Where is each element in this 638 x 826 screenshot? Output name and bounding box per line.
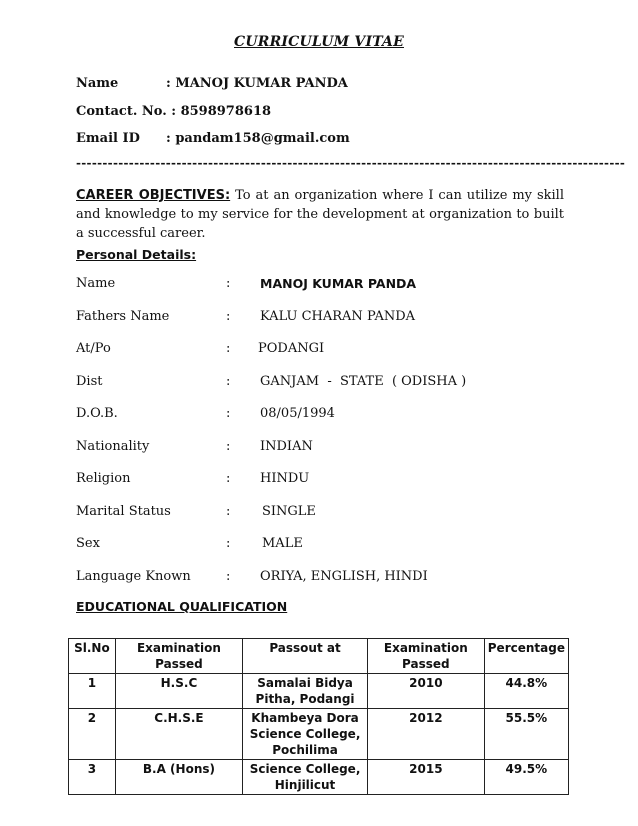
detail-value: GANJAM - STATE ( ODISHA ) [260,373,467,389]
header-email-row [76,131,350,146]
contact-label: Contact. No. : [76,104,177,119]
detail-colon: : [226,276,231,291]
col-header-percentage: Percentage [484,639,568,674]
personal-details-heading: Personal Details: [76,247,197,262]
detail-key: Dist [76,373,103,389]
cell-year: 2015 [367,760,484,795]
document-title: CURRICULUM VITAE [234,34,404,50]
table-header-row [69,639,569,674]
personal-detail-row [76,341,576,359]
col-header-passout: Passout at [243,639,368,674]
personal-detail-row [76,374,576,392]
detail-value: INDIAN [260,438,313,454]
col-header-slno: Sl.No [69,639,116,674]
cell-exam: B.A (Hons) [115,760,242,795]
detail-key: Sex [76,536,100,551]
personal-detail-row [76,406,576,424]
detail-value: SINGLE [262,503,316,519]
detail-colon: : [226,536,231,551]
detail-key: D.O.B. [76,406,118,421]
detail-colon: : [226,438,231,454]
divider-line: -------------------------------------------------------------------------------------------------------- [76,156,626,170]
cell-slno: 1 [69,674,116,709]
name-label: Name [76,76,119,91]
detail-value: MANOJ KUMAR PANDA [260,276,417,291]
personal-detail-row [76,504,576,522]
personal-detail-row [76,536,576,554]
detail-colon: : [226,568,231,584]
cell-year: 2010 [367,674,484,709]
table-row [69,760,569,795]
detail-colon: : [226,308,231,324]
personal-detail-row [76,569,576,587]
personal-detail-row [76,276,576,294]
detail-colon: : [226,471,231,486]
detail-value: PODANGI [258,341,325,356]
personal-detail-row [76,471,576,489]
detail-value: 08/05/1994 [260,406,335,421]
detail-value: ORIYA, ENGLISH, HINDI [260,568,428,584]
detail-key: At/Po [76,341,111,356]
detail-key: Name [76,276,116,291]
detail-value: KALU CHARAN PANDA [260,308,416,324]
objective-text: To at an organization where I can utilize my skill and knowledge to my service for the development at organization to built a successful career. [76,188,564,241]
cell-percentage: 55.5% [484,709,568,760]
table-row [69,709,569,760]
personal-detail-row [76,309,576,327]
email-value: : pandam158@gmail.com [166,131,350,146]
cell-slno: 3 [69,760,116,795]
header-name-row [76,76,348,91]
cell-exam: C.H.S.E [115,709,242,760]
education-heading: EDUCATIONAL QUALIFICATION [76,599,288,614]
cell-percentage: 49.5% [484,760,568,795]
detail-key: Religion [76,471,131,486]
table-row [69,674,569,709]
detail-key: Fathers Name [76,308,170,324]
col-header-exam: Examination Passed [115,639,242,674]
objective-label: CAREER OBJECTIVES: [76,188,231,203]
cell-slno: 2 [69,709,116,760]
cell-passout: Khambeya Dora Science College, Pochilima [243,709,368,760]
detail-colon: : [226,341,231,356]
cell-exam: H.S.C [115,674,242,709]
detail-colon: : [226,503,231,519]
detail-key: Language Known [76,568,191,584]
personal-detail-row [76,439,576,457]
detail-key: Nationality [76,438,150,454]
detail-key: Marital Status [76,503,171,519]
cell-passout: Science College, Hinjilicut [243,760,368,795]
career-objective [76,186,564,243]
contact-value: 8598978618 [180,104,272,119]
email-label: Email ID [76,131,140,146]
detail-colon: : [226,406,231,421]
cell-percentage: 44.8% [484,674,568,709]
detail-value: MALE [262,536,303,551]
cell-passout: Samalai Bidya Pitha, Podangi [243,674,368,709]
name-value: : MANOJ KUMAR PANDA [166,76,348,91]
header-contact-row [76,104,271,119]
detail-colon: : [226,373,231,389]
col-header-year: Examination Passed [367,639,484,674]
education-table [68,638,569,795]
cell-year: 2012 [367,709,484,760]
detail-value: HINDU [260,471,310,486]
